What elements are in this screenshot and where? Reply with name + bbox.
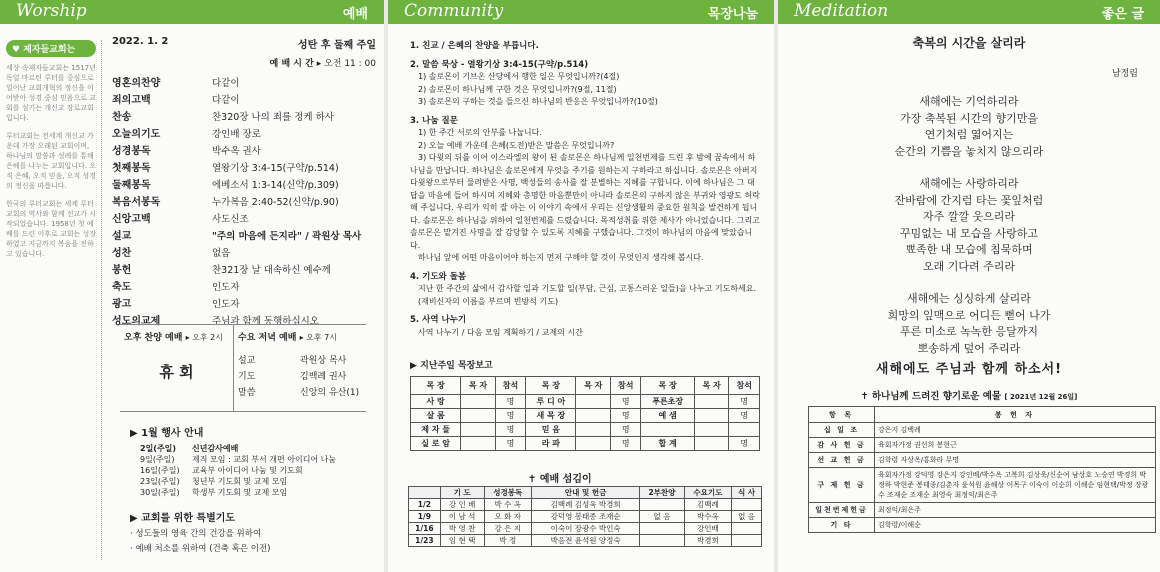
event-row: 9일(주일) 제직 모임 : 교회 부서 개편 아이디어 나눔: [140, 455, 337, 464]
table-row: [409, 523, 762, 535]
table-cell: [576, 423, 611, 437]
question-line: 3) 솔로몬의 구하는 것을 들으신 하나님의 반응은 무엇입니까?(10절): [418, 97, 658, 106]
community-header-ko: 목장나눔: [707, 7, 758, 22]
service-time: 예 배 시 간 ▸ 오전 11 : 00: [269, 59, 376, 69]
order-item: 성찬 없음: [112, 247, 231, 259]
events-title: ▶ 1월 행사 안내: [130, 428, 204, 439]
table-cell: 김백례 김성욱 박경희: [531, 499, 639, 511]
offering-table: [808, 406, 1156, 533]
prayer-title: ▶ 교회를 위한 특별기도: [130, 513, 236, 524]
table-row: [409, 499, 762, 511]
table-cell: 명: [495, 409, 525, 423]
poem-stanza: [778, 94, 1160, 160]
table-cell: [640, 499, 684, 511]
table-cell: 없 음: [640, 511, 684, 523]
offering-title: ✝ 하나님께 드려진 향기로운 예물 [ 2021년 12월 26일]: [860, 391, 1078, 402]
table-cell: [461, 409, 496, 423]
table-cell: 강 인 배: [440, 499, 484, 511]
column-header: 목 자: [576, 377, 611, 395]
community-header-en: Community: [404, 1, 504, 21]
table-cell: 강인배: [684, 523, 731, 535]
table-cell: 루 디 아: [526, 395, 576, 409]
afternoon-title: 오후 찬양 예배 ▸ 오후 2시: [124, 333, 223, 343]
table-cell: [694, 437, 729, 451]
column-header: 목 자: [461, 377, 496, 395]
table-header-row: [809, 407, 1156, 423]
poem-line: 꾸밈없는 내 모습을 사랑하고: [899, 226, 1038, 240]
reflection-paragraph: 하나님 앞에 어떤 마음이어야 하는지 먼저 구해야 할 것이 무엇인지 생각해 봅시다.: [418, 253, 704, 262]
column-header: 봉 헌 자: [875, 407, 1156, 423]
table-cell: [461, 395, 496, 409]
column-header: 목 장: [641, 377, 694, 395]
table-cell: 명: [495, 423, 525, 437]
table-cell: [732, 499, 762, 511]
table-header-row: [409, 487, 762, 499]
church-intro-text: 세상 속제자들교회는 1517년 독일 마르틴 루터를 중심으로 일어난 교회개혁의 정신을 이어받아 성경 중심 믿음으로 교회를 섬기는 개신교 장로교회입니다.: [6, 64, 97, 122]
order-item: 오늘의기도 강인배 장로: [112, 128, 261, 140]
table-header-row: [411, 377, 760, 395]
reflection-paragraph: 3) 다윗의 뒤를 이어 이스라엘의 왕이 된 솔로몬은 하나님께 일천번제를 드린 후 밤에 꿈속에서 하나님을 만납니다. 하나님은 솔로몬에게 무엇을 주기를 원하는지 구하라고 하십니다. 솔로몬은 아버지 다윗왕으로부터 물려받은 사명, 백성들의 송사를 잘 분별하는 지혜를 구합니다. 이에 하나님은 그 대답을 마음에 들어 하시며 지혜와 총명한 마음뿐만이 아니라 솔로몬의 구하지 않은 부귀와 영광도 허락해 주십니다. 우리가 익히 잘 아는 이 이야기 속에서 우리는 신앙생활의 중요한 원칙을 발견하게 됩니다. 솔로몬은 하나님을 위하여 일천번제를 드렸습니다. 목적성취를 위한 제사가 아니었습니다. 그리고 솔로몬은 맡겨진 사명을 잘 감당할 수 있도록 지혜를 구했습니다. 그것이 하나님의 마음에 맞았습니다.: [410, 153, 760, 250]
table-cell: 구 제 헌 금: [809, 468, 875, 503]
table-cell: [640, 523, 684, 535]
event-row: 16일(주일) 교육부 아이디어 나눔 및 기도회: [140, 466, 303, 475]
order-item: 광고 인도자: [112, 298, 240, 310]
table-cell: [732, 535, 762, 547]
table-row: [809, 503, 1156, 518]
question-line: 1) 솔로몬이 기브온 산당에서 행한 일은 무엇입니까?(4절): [418, 72, 620, 81]
church-intro-badge: ♥ 제자들교회는: [6, 40, 96, 57]
table-cell: 라 파: [526, 437, 576, 451]
table-cell: 육회자가정 강덕영 강은지 강인배/박수옥 고복희 김상욱/신순여 남상호 노승연 박경희 박정하 박현준 봉태종/김춘자 윤석원 윤해상 이목구 이숙이 이순희 이해순 임현택/박정 장광수 조재순 조재순 최영숙 최정익/최은주: [875, 468, 1156, 503]
closing-blessing: 새해에도 주님과 함께 하소서!: [875, 362, 1063, 377]
table-row: [809, 423, 1156, 438]
table-cell: 1/9: [409, 511, 441, 523]
table-cell: 없 음: [732, 511, 762, 523]
table-cell: [729, 423, 760, 437]
table-cell: [694, 409, 729, 423]
community-guide: [410, 40, 760, 339]
table-cell: 강은지 김백례: [875, 423, 1156, 438]
section-heading: 3. 나눔 질문: [410, 115, 458, 126]
poem-line: 새해에는 사랑하리라: [919, 177, 1019, 190]
poem-line: 새해에는 기억하리라: [919, 95, 1019, 108]
poem-line: 가장 축복된 시간의 향기만을: [899, 111, 1038, 125]
section-text: 사역 나누기 / 다음 모임 계획하기 / 교제의 시간: [418, 327, 583, 337]
table-cell: 살 롬: [411, 409, 461, 423]
table-row: [809, 468, 1156, 503]
section-text: 지난 한 주간의 삶에서 감사할 일과 기도할 일(부담, 근심, 고통스러운 일들)을 나누고 기도하세요. (재비신자의 이름을 부르며 빈방석 기도): [418, 284, 757, 306]
table-cell: 푸른초장: [641, 395, 694, 409]
table-cell: 이 남 석: [440, 511, 484, 523]
table-cell: 선 교 헌 금: [809, 453, 875, 468]
order-list: [112, 73, 376, 328]
table-cell: 이숙이 장광수 박인숙: [531, 523, 639, 535]
order-item: 설교 "주의 마음에 든지라" / 곽원상 목사: [112, 230, 362, 242]
table-cell: 감 사 헌 금: [809, 438, 875, 453]
table-cell: 실 로 암: [411, 437, 461, 451]
table-cell: [732, 523, 762, 535]
table-cell: 사 랑: [411, 395, 461, 409]
prayer-item: · 예배 처소를 위하여 (건축 혹은 이전): [130, 544, 271, 554]
event-row: 2일(주일) 신년감사예배: [140, 444, 239, 453]
table-row: [809, 453, 1156, 468]
report-title: ▶ 지난주일 목장보고: [410, 361, 493, 371]
table-cell: 박경희: [684, 535, 731, 547]
table-cell: 새 목 장: [526, 409, 576, 423]
wednesday-item: 말씀 신앙의 유산(1): [238, 388, 360, 398]
event-row: 23일(주일) 청년부 기도회 및 교제 모임: [140, 477, 288, 486]
table-cell: 명: [611, 395, 641, 409]
service-date: 2022. 1. 2: [112, 36, 169, 47]
column-header: 안내 및 헌금: [531, 487, 639, 499]
poem-line: 자주 깔깔 웃으리라: [922, 210, 1015, 223]
column-header: [409, 487, 441, 499]
church-intro-text: 루터교회는 전세계 개신교 가운데 가장 오래된 교회이며, 하나님의 말씀과 성례를 통해 은혜를 나누는 교회입니다. 오직 은혜, 오직 믿음, 오직 성경의 정신을 따릅니다.: [6, 132, 97, 190]
table-cell: 박 수 옥: [484, 499, 531, 511]
order-item: 성도의교제 주님과 함께 동행하십시오: [112, 315, 319, 327]
church-intro-text: 한국의 루터교회는 세계 루터 교회의 역사와 함께 선교가 시작되었습니다. 1958년 첫 예배를 드린 이후로 교회는 성장하였고 지금까지 복음을 전하고 있습니다.: [6, 200, 97, 258]
table-cell: 1/16: [409, 523, 441, 535]
servers-table: [408, 486, 762, 547]
question-line: 1) 한 주간 서로의 안부를 나눕니다.: [418, 128, 542, 137]
column-header: 목 장: [526, 377, 576, 395]
afternoon-service: [120, 325, 234, 411]
poem-line: 뽀송하게 덮어 주리라: [917, 341, 1021, 355]
table-row: [411, 437, 760, 451]
poem-line: 잔바람에 간지럼 타는 꽃잎처럼: [894, 193, 1044, 207]
table-cell: 명: [495, 395, 525, 409]
poem-line: 연기처럼 엷어지는: [924, 128, 1014, 141]
table-cell: [694, 423, 729, 437]
table-cell: 강덕영 봉태종 조재순: [531, 511, 639, 523]
worship-panel: [0, 0, 384, 572]
table-cell: 오 화 자: [484, 511, 531, 523]
table-cell: 명: [611, 423, 641, 437]
table-row: [411, 395, 760, 409]
wednesday-title: 수요 저녁 예배 ▸ 오후 7시: [238, 333, 337, 343]
poem-line: 순간의 기쁨을 놓치지 않으리라: [894, 144, 1044, 158]
poem-stanza: [778, 291, 1160, 357]
event-row: 30일(주일) 학생부 기도회 및 교제 모임: [140, 488, 288, 497]
column-header: 식 사: [732, 487, 762, 499]
meditation-panel: [778, 0, 1160, 572]
worship-order: [112, 36, 376, 328]
afternoon-status: 휴 회: [159, 363, 194, 381]
table-cell: 박 정: [484, 535, 531, 547]
table-cell: 강 은 지: [484, 523, 531, 535]
order-item: 찬송 찬320장 나의 죄를 정케 하사: [112, 111, 334, 123]
table-row: [409, 511, 762, 523]
poem-line: 푸른 미소로 녹녹한 응달까지: [899, 325, 1038, 338]
poem-body: [778, 94, 1160, 373]
table-cell: [576, 437, 611, 451]
evening-services-box: [120, 324, 366, 412]
order-item: 영혼의찬양 다같이: [112, 77, 240, 89]
meditation-header-ko: 좋은 글: [1101, 7, 1144, 22]
poem-author: 남정림: [1111, 69, 1138, 79]
table-cell: 십 일 조: [809, 423, 875, 438]
poem-line: 희망의 잎맥으로 어디든 뻗어 나가: [887, 308, 1051, 322]
column-header: 2부찬양: [640, 487, 684, 499]
question-line: 2) 솔로몬이 하나님께 구한 것은 무엇입니까?(9절, 11절): [418, 84, 617, 94]
table-cell: 명: [729, 437, 760, 451]
meditation-header-en: Meditation: [794, 1, 889, 21]
date-row: [112, 36, 376, 51]
worship-header: [0, 0, 384, 24]
table-cell: 일천번제헌금: [809, 503, 875, 518]
table-cell: 기 타: [809, 518, 875, 533]
community-panel: [388, 0, 774, 572]
table-cell: 최정익/최은주: [875, 503, 1156, 518]
table-cell: 명: [495, 437, 525, 451]
section-heading: 2. 말씀 묵상 - 열왕기상 3:4-15(구약/p.514): [410, 59, 589, 70]
table-cell: 김학령/이해순: [875, 518, 1156, 533]
table-row: [411, 423, 760, 437]
poem-line: 새해에는 싱싱하게 살리라: [907, 292, 1031, 305]
table-cell: [640, 535, 684, 547]
table-cell: 합 계: [641, 437, 694, 451]
table-cell: 박 영 찬: [440, 523, 484, 535]
column-header: 참석: [611, 377, 641, 395]
wednesday-item: 설교 곽원상 목사: [238, 356, 347, 366]
column-header: 목 자: [694, 377, 729, 395]
servers-title: ✝ 예배 섬김이: [528, 474, 592, 485]
question-line: 2) 오늘 예배 가운데 은혜(도전)받은 말씀은 무엇입니까?: [418, 140, 615, 150]
order-item: 죄의고백 다같이: [112, 94, 240, 106]
table-row: [809, 518, 1156, 533]
column-header: 수요기도: [684, 487, 731, 499]
section-heading: 5. 사역 나누기: [410, 315, 467, 325]
table-cell: 김학령 자상옥/홍화라 무명: [875, 453, 1156, 468]
column-header: 목 장: [411, 377, 461, 395]
table-cell: 믿 음: [526, 423, 576, 437]
section-heading: 1. 친교 / 은혜의 찬양을 부릅니다.: [410, 41, 539, 51]
table-cell: [641, 423, 694, 437]
meditation-header: [778, 0, 1160, 24]
order-item: 축도 인도자: [112, 281, 240, 293]
table-cell: [461, 423, 496, 437]
table-cell: 명: [611, 409, 641, 423]
table-cell: 육회자가정 권선희 봉현근: [875, 438, 1156, 453]
events-section: [130, 424, 370, 498]
table-row: [409, 535, 762, 547]
table-cell: 임 현 택: [440, 535, 484, 547]
table-cell: [576, 395, 611, 409]
group-report-table: [410, 376, 760, 451]
column-header: 성경봉독: [484, 487, 531, 499]
column-header: 기 도: [440, 487, 484, 499]
table-cell: 명: [729, 395, 760, 409]
column-header: 참석: [495, 377, 525, 395]
table-cell: 1/2: [409, 499, 441, 511]
worship-header-ko: 예배: [342, 7, 368, 22]
heart-icon: ♥: [12, 45, 21, 55]
liturgical-sunday: 성탄 후 둘째 주일: [297, 40, 376, 51]
column-header: 참석: [729, 377, 760, 395]
community-header: [388, 0, 774, 24]
poem-title: 축복의 시간을 살리라: [912, 36, 1026, 50]
table-cell: 예 샘: [641, 409, 694, 423]
table-row: [411, 409, 760, 423]
wednesday-item: 기도 김백례 권사: [238, 372, 347, 382]
table-cell: 제 자 들: [411, 423, 461, 437]
table-cell: [694, 395, 729, 409]
table-cell: 박음전 윤석원 양정숙: [531, 535, 639, 547]
poem-stanza: [778, 176, 1160, 275]
order-item: 성경봉독 박수옥 권사: [112, 145, 261, 157]
order-item: 둘째봉독 에베소서 1:3-14(신약/p.309): [112, 179, 339, 191]
poem-line: 뾰족한 내 모습에 침묵하며: [905, 243, 1033, 256]
wednesday-service: [234, 325, 366, 411]
church-intro-sidebar: [6, 40, 102, 560]
table-cell: 박수옥: [684, 511, 731, 523]
order-item: 첫째봉독 열왕기상 3:4-15(구약/p.514): [112, 162, 339, 174]
table-cell: [461, 437, 496, 451]
table-cell: 명: [729, 409, 760, 423]
table-cell: 1/23: [409, 535, 441, 547]
prayer-section: [130, 509, 370, 554]
prayer-item: · 성도들의 영육 간의 건강을 위하여: [130, 529, 262, 539]
table-row: [809, 438, 1156, 453]
table-cell: 김백례: [684, 499, 731, 511]
poem-line: 오래 기다려 주리라: [922, 259, 1015, 273]
column-header: 항 목: [809, 407, 875, 423]
section-heading: 4. 기도와 돌봄: [410, 271, 467, 282]
table-cell: [576, 409, 611, 423]
table-cell: 명: [611, 437, 641, 451]
order-item: 복음서봉독 누가복음 2:40-52(신약/p.90): [112, 196, 339, 208]
worship-header-en: Worship: [16, 1, 87, 21]
order-item: 신앙고백 사도신조: [112, 213, 249, 225]
order-item: 봉헌 찬321장 날 대속하신 예수께: [112, 264, 331, 276]
